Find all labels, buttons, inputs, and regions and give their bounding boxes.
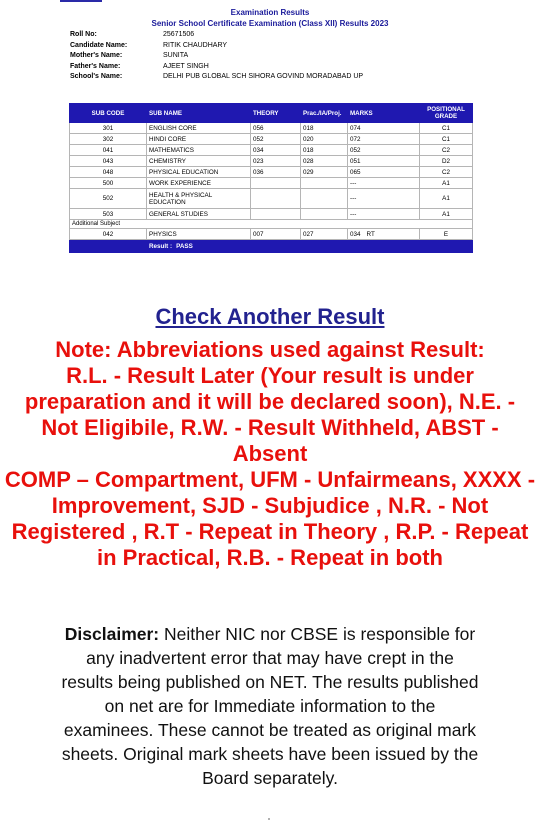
cell-grade: C1 bbox=[420, 123, 473, 134]
cell-sub-code: 043 bbox=[70, 156, 147, 167]
cell-practical: 020 bbox=[301, 134, 348, 145]
cell-sub-name: WORK EXPERIENCE bbox=[147, 178, 251, 189]
note-heading: Note: Abbreviations used against Result: bbox=[55, 337, 485, 362]
cell-grade: E bbox=[420, 229, 473, 240]
cell-practical: 018 bbox=[301, 145, 348, 156]
cell-practical: 028 bbox=[301, 156, 348, 167]
cell-sub-code: 301 bbox=[70, 123, 147, 134]
info-value: 25671506 bbox=[163, 31, 195, 38]
candidate-info bbox=[70, 30, 363, 83]
cell-sub-code: 048 bbox=[70, 167, 147, 178]
cell-theory: 052 bbox=[251, 134, 301, 145]
cell-sub-code: 041 bbox=[70, 145, 147, 156]
cell-theory bbox=[251, 178, 301, 189]
table-header-row bbox=[70, 104, 473, 123]
cell-marks: 074 bbox=[348, 123, 420, 134]
info-value: AJEET SINGH bbox=[163, 62, 209, 70]
cell-practical: 018 bbox=[301, 123, 348, 134]
col-practical: Prac./IA/Proj. bbox=[301, 104, 348, 123]
result-cell bbox=[147, 240, 473, 253]
cell-theory bbox=[251, 189, 301, 209]
cell-sub-name: PHYSICS bbox=[147, 229, 251, 240]
info-label: Candidate Name: bbox=[70, 41, 128, 49]
info-father-name bbox=[70, 62, 363, 73]
table-row bbox=[70, 123, 473, 134]
cell-theory: 034 bbox=[251, 145, 301, 156]
cell-marks: 051 bbox=[348, 156, 420, 167]
table-row bbox=[70, 156, 473, 167]
cell-sub-name: GENERAL STUDIES bbox=[147, 209, 251, 220]
col-grade bbox=[420, 104, 473, 123]
cell-sub-name: HEALTH & PHYSICAL EDUCATION bbox=[147, 189, 251, 209]
info-roll-no bbox=[70, 30, 363, 41]
cell-grade: C1 bbox=[420, 134, 473, 145]
result-row bbox=[70, 240, 473, 253]
table-row bbox=[70, 209, 473, 220]
cell-grade: D2 bbox=[420, 156, 473, 167]
cell-sub-code: 302 bbox=[70, 134, 147, 145]
info-school-name bbox=[70, 72, 363, 83]
info-value: SUNITA bbox=[163, 52, 189, 60]
additional-subject-row bbox=[70, 220, 473, 229]
cell-marks bbox=[348, 229, 420, 240]
cell-practical bbox=[301, 178, 348, 189]
marks-value: 034 bbox=[350, 230, 361, 238]
cell-sub-name: HINDI CORE bbox=[147, 134, 251, 145]
cell-grade: A1 bbox=[420, 209, 473, 220]
cell-practical: 029 bbox=[301, 167, 348, 178]
cell-sub-code: 500 bbox=[70, 178, 147, 189]
col-grade-line2: GRADE bbox=[434, 113, 458, 120]
cell-marks: 072 bbox=[348, 134, 420, 145]
info-mother-name bbox=[70, 51, 363, 62]
cell-practical: 027 bbox=[301, 229, 348, 240]
info-label: Mother's Name: bbox=[70, 52, 123, 60]
disclaimer bbox=[60, 622, 480, 790]
cell-practical bbox=[301, 189, 348, 209]
marks-table bbox=[69, 103, 473, 253]
disclaimer-label: Disclaimer: bbox=[64, 624, 160, 644]
result-value: PASS bbox=[176, 242, 193, 250]
info-value: DELHI PUB GLOBAL SCH SIHORA GOVIND MORADABAD UP bbox=[163, 73, 364, 81]
additional-subject-label: Additional Subject bbox=[70, 220, 473, 229]
cell-practical bbox=[301, 209, 348, 220]
table-row bbox=[70, 178, 473, 189]
cell-marks: 065 bbox=[348, 167, 420, 178]
abbreviation-note bbox=[4, 337, 536, 571]
top-link-stub bbox=[60, 0, 102, 2]
cell-sub-code: 503 bbox=[70, 209, 147, 220]
cell-sub-code: 502 bbox=[70, 189, 147, 209]
cell-marks: --- bbox=[348, 178, 420, 189]
page-title: Examination Results bbox=[230, 8, 310, 17]
info-label: Father's Name: bbox=[70, 62, 121, 70]
cell-sub-name: PHYSICAL EDUCATION bbox=[147, 167, 251, 178]
cell-theory bbox=[251, 209, 301, 220]
col-sub-name: SUB NAME bbox=[147, 104, 251, 123]
page-dot bbox=[268, 818, 270, 820]
cell-marks: --- bbox=[348, 189, 420, 209]
info-value: RITIK CHAUDHARY bbox=[163, 41, 228, 49]
check-another-result-link[interactable]: Check Another Result bbox=[155, 304, 385, 329]
table-row bbox=[70, 167, 473, 178]
info-label: School's Name: bbox=[70, 73, 123, 81]
result-spacer bbox=[70, 240, 147, 253]
table-row bbox=[70, 229, 473, 240]
info-label: Roll No: bbox=[70, 31, 97, 38]
page-subtitle: Senior School Certificate Examination (Class XII) Results 2023 bbox=[151, 19, 389, 28]
cell-marks: 052 bbox=[348, 145, 420, 156]
table-body bbox=[70, 123, 473, 253]
result-label: Result : bbox=[149, 242, 173, 250]
cell-marks: --- bbox=[348, 209, 420, 220]
note-abbreviations-2: COMP – Compartment, UFM - Unfairmeans, XXXX - Improvement, SJD - Subjudice , N.R. - Not Registered , R.T - Repeat in Theory , R.P. - Repeat in Practical, R.B. - Repeat in both bbox=[4, 467, 536, 570]
cell-sub-name: CHEMISTRY bbox=[147, 156, 251, 167]
table-row bbox=[70, 134, 473, 145]
col-marks: MARKS bbox=[348, 104, 420, 123]
cell-theory: 023 bbox=[251, 156, 301, 167]
cell-theory: 056 bbox=[251, 123, 301, 134]
col-grade-line1: POSITIONAL bbox=[427, 106, 465, 113]
col-theory: THEORY bbox=[251, 104, 301, 123]
disclaimer-text: Neither NIC nor CBSE is responsible for any inadvertent error that may have crept in the results being published on NET. The results published on net are for Immediate information to the examinees. These cannot be treated as original mark sheets. Original mark sheets have been issued by the Board separately. bbox=[61, 624, 479, 788]
cell-sub-name: MATHEMATICS bbox=[147, 145, 251, 156]
col-sub-code: SUB CODE bbox=[70, 104, 147, 123]
cell-theory: 036 bbox=[251, 167, 301, 178]
info-candidate-name bbox=[70, 41, 363, 52]
table-row bbox=[70, 145, 473, 156]
cell-grade: C2 bbox=[420, 145, 473, 156]
cell-theory: 007 bbox=[251, 229, 301, 240]
cell-sub-code: 042 bbox=[70, 229, 147, 240]
cell-grade: C2 bbox=[420, 167, 473, 178]
note-abbreviations-1: R.L. - Result Later (Your result is under preparation and it will be declared soon), N.E. - Not Eligibile, R.W. - Result Withheld, ABST - Absent bbox=[24, 363, 516, 466]
cell-sub-name: ENGLISH CORE bbox=[147, 123, 251, 134]
marks-status: RT bbox=[366, 230, 375, 238]
cell-grade: A1 bbox=[420, 178, 473, 189]
table-row bbox=[70, 189, 473, 209]
cell-grade: A1 bbox=[420, 189, 473, 209]
